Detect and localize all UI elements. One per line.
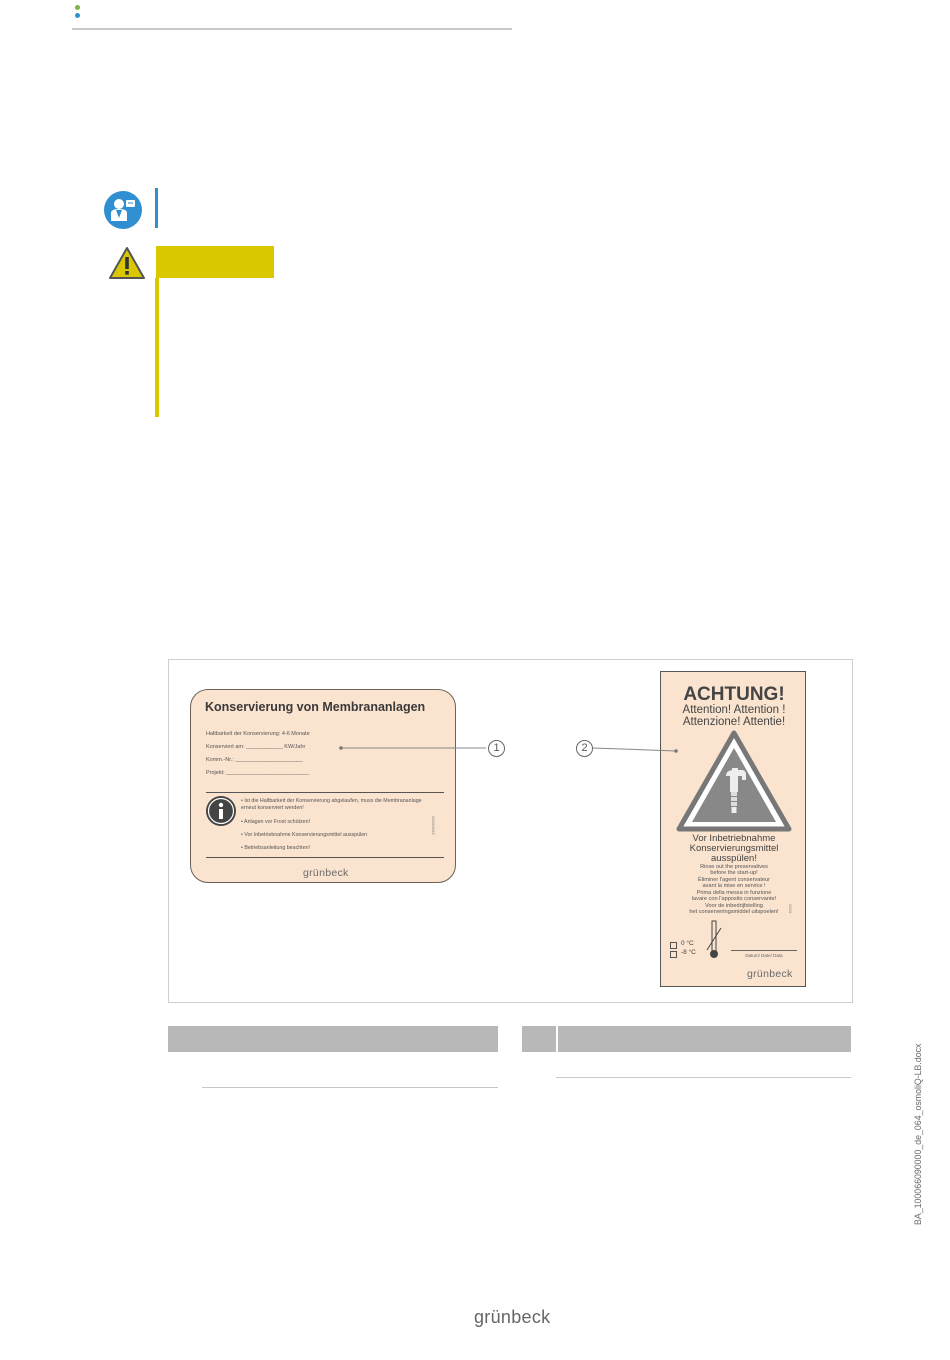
label2-main-1: Vor Inbetriebnahme bbox=[692, 833, 776, 844]
table-header-right bbox=[522, 1026, 851, 1052]
label2-translation: Voor de inbedrijfstelling bbox=[705, 903, 763, 909]
label1-side-code: XXXXXXXX bbox=[431, 816, 435, 835]
label1-brand: grünbeck bbox=[303, 867, 349, 879]
expert-bar bbox=[155, 188, 158, 228]
header-dot-blue bbox=[75, 13, 80, 18]
label1-bullet: • Vor Inbetriebnahme Konservierungsmittel ausspülen bbox=[241, 832, 368, 838]
table-header-left bbox=[168, 1026, 498, 1052]
label2-main-2: Konservierungsmittel bbox=[689, 843, 779, 854]
callout-lines bbox=[168, 659, 851, 1001]
warning-bar bbox=[155, 278, 159, 417]
label1-bullet: • Betriebsanleitung beachten! bbox=[241, 845, 310, 851]
label2-translation: before the start-up! bbox=[710, 870, 758, 876]
label1-title: Konservierung von Membrananlagen bbox=[205, 700, 426, 714]
label2-translation: Prima della messa in funzione bbox=[696, 890, 772, 896]
label1-bullet: • Ist die Haltbarkeit der Konservierung abgelaufen, muss die Membrananlage erneut konserviert werden! bbox=[241, 798, 422, 811]
label1-shelf-life: Haltbarkeit der Konservierung: 4-6 Monate bbox=[206, 731, 310, 737]
label1-comm-no: Komm.-Nr.: ______________________ bbox=[206, 757, 303, 763]
callout-1: 1 bbox=[488, 740, 505, 757]
label1-bullet: • Anlagen vor Frost schützen! bbox=[241, 819, 310, 825]
label2-temp-0: 0 °C bbox=[681, 940, 694, 947]
label2-translation: Rinse out the preservatives bbox=[700, 864, 768, 870]
label2-date-caption: Datum/ Date/ Data bbox=[745, 953, 783, 958]
label2-translation: het conserveringsmiddel uitspoelen! bbox=[689, 909, 779, 915]
callout-2: 2 bbox=[576, 740, 593, 757]
label2-translation: lavare con l'apposito conservante! bbox=[691, 896, 777, 902]
label2-subheading-2: Attenzione! Attentie! bbox=[682, 716, 786, 728]
label2-translation: Éliminer l'agent conservateur bbox=[698, 877, 770, 883]
label1-project: Projekt: ___________________________ bbox=[206, 770, 309, 776]
table-header-divider bbox=[556, 1026, 558, 1052]
label2-brand: grünbeck bbox=[747, 968, 793, 980]
table-rule-right bbox=[556, 1077, 851, 1078]
warning-header bbox=[156, 246, 274, 278]
label2-temp-minus8: -8 °C bbox=[681, 949, 696, 956]
warning-triangle-icon bbox=[108, 246, 146, 285]
label2-subheading-1: Attention! Attention ! bbox=[682, 704, 786, 716]
label2-main-3: ausspülen! bbox=[711, 853, 757, 864]
table-rule-left bbox=[202, 1087, 498, 1088]
label2-translation: avant la mise en service ! bbox=[702, 883, 766, 889]
header-dot-green bbox=[75, 5, 80, 10]
footer-brand-logo: grünbeck bbox=[474, 1307, 551, 1327]
header-rule bbox=[72, 28, 512, 30]
label1-preserved-on: Konserviert am: ____________ KW/Jahr bbox=[206, 744, 306, 750]
label2-side-code: XXXX bbox=[788, 904, 792, 914]
expert-technician-icon bbox=[104, 191, 142, 229]
label2-heading: ACHTUNG! bbox=[683, 684, 785, 705]
sidebar-filename: BA_100066090000_de_064_osmoliQ-LB.docx bbox=[913, 1043, 923, 1225]
